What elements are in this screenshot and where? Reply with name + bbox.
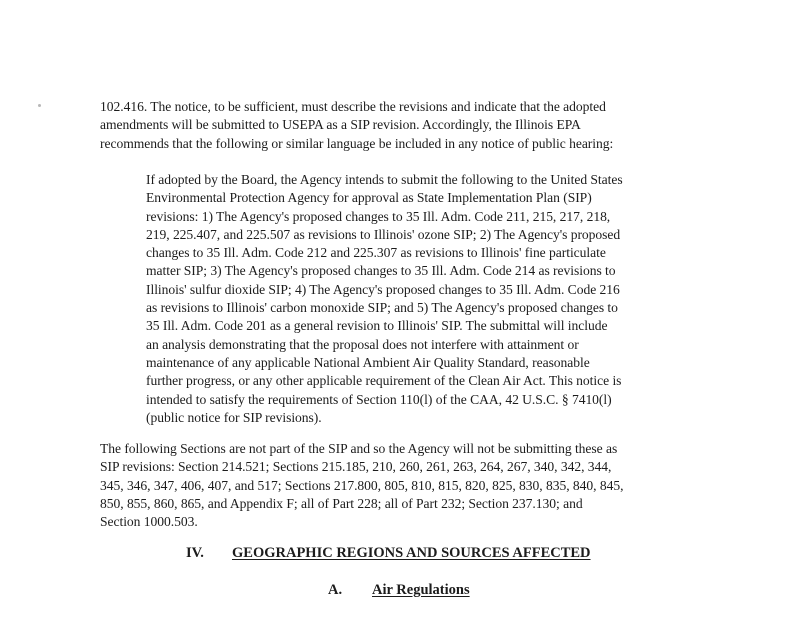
text-line: 35 Ill. Adm. Code 201 as a general revision to Illinois' SIP. The submittal will include bbox=[146, 318, 608, 334]
section-heading bbox=[186, 545, 591, 562]
text-line: 219, 225.407, and 225.507 as revisions to Illinois' ozone SIP; 2) The Agency's proposed bbox=[146, 226, 621, 242]
text-line: 102.416. The notice, to be sufficient, must describe the revisions and indicate that the adopted bbox=[100, 99, 606, 114]
scan-speck bbox=[38, 104, 41, 107]
quoted-hearing-notice bbox=[146, 171, 706, 427]
text-line: 850, 855, 860, 865, and Appendix F; all of Part 228; all of Part 232; Section 237.130; and bbox=[100, 495, 583, 511]
text-line: intended to satisfy the requirements of Section 110(l) of the CAA, 42 U.S.C. § 7410(l) bbox=[146, 391, 612, 407]
text-line: revisions: 1) The Agency's proposed changes to 35 Ill. Adm. Code 211, 215, 217, 218, bbox=[146, 208, 611, 224]
text-line: recommends that the following or similar language be included in any notice of public hearing: bbox=[100, 135, 614, 151]
section-number: IV. bbox=[186, 545, 204, 561]
text-line: Illinois' sulfur dioxide SIP; 4) The Agency's proposed changes to 35 Ill. Adm. Code 216 bbox=[146, 281, 620, 297]
notice-requirement-paragraph bbox=[100, 98, 710, 153]
text-line: as revisions to Illinois' carbon monoxide SIP; and 5) The Agency's proposed changes to bbox=[146, 300, 618, 316]
text-line: maintenance of any applicable National Ambient Air Quality Standard, reasonable bbox=[146, 354, 590, 370]
text-line: The following Sections are not part of the SIP and so the Agency will not be submitting these as bbox=[100, 441, 618, 456]
text-line: If adopted by the Board, the Agency intends to submit the following to the United States bbox=[146, 172, 623, 187]
text-line: Section 1000.503. bbox=[100, 514, 198, 530]
text-line: (public notice for SIP revisions). bbox=[146, 409, 322, 425]
text-line: changes to 35 Ill. Adm. Code 212 and 225.307 as revisions to Illinois' fine particulate bbox=[146, 245, 606, 261]
text-line: amendments will be submitted to USEPA as a SIP revision. Accordingly, the Illinois EPA bbox=[100, 117, 581, 133]
section-title: GEOGRAPHIC REGIONS AND SOURCES AFFECTED bbox=[232, 545, 591, 561]
text-line: matter SIP; 3) The Agency's proposed changes to 35 Ill. Adm. Code 214 as revisions to bbox=[146, 263, 616, 279]
text-line: SIP revisions: Section 214.521; Sections 215.185, 210, 260, 261, 263, 264, 267, 340, 342, 344, bbox=[100, 459, 612, 475]
subsection-heading bbox=[328, 582, 470, 599]
text-line: an analysis demonstrating that the proposal does not interfere with attainment or bbox=[146, 336, 579, 352]
subsection-title: Air Regulations bbox=[372, 582, 470, 598]
non-sip-sections-paragraph bbox=[100, 440, 710, 531]
text-line: Environmental Protection Agency for approval as State Implementation Plan (SIP) bbox=[146, 190, 592, 206]
text-line: further progress, or any other applicable requirement of the Clean Air Act. This notice is bbox=[146, 373, 622, 389]
subsection-letter: A. bbox=[328, 582, 343, 598]
text-line: 345, 346, 347, 406, 407, and 517; Sections 217.800, 805, 810, 815, 820, 825, 830, 835, 840, 845, bbox=[100, 477, 624, 493]
